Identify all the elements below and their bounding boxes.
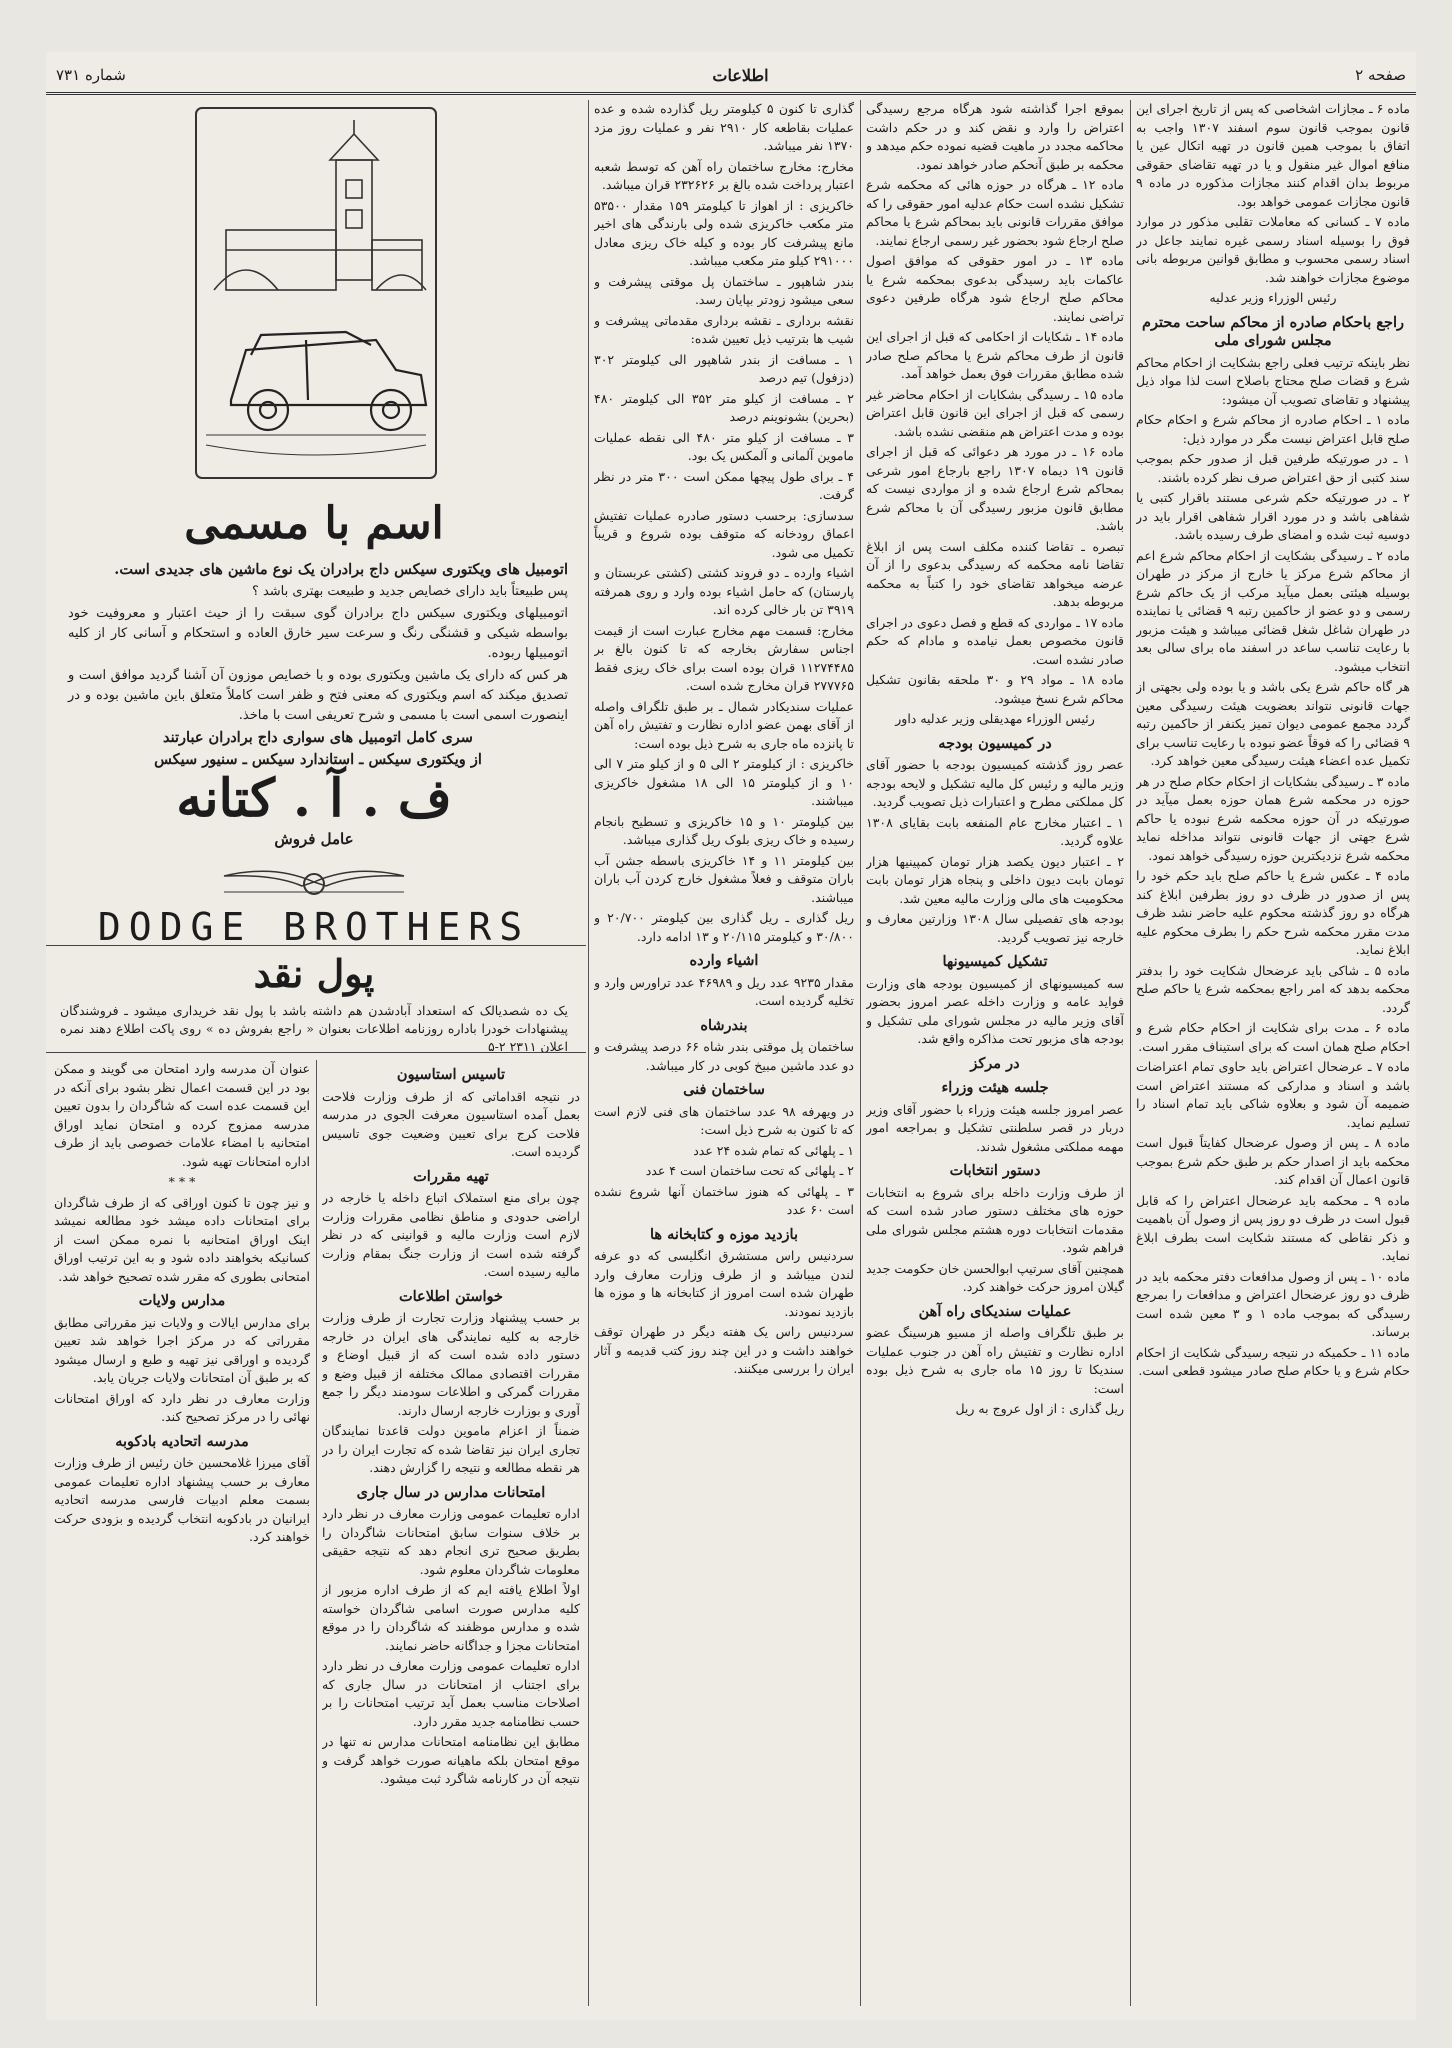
article-paragraph: ۱ ـ اعتبار مخارج عام المنفعه بابت بقایای ۱۳۰۸ علاوه گردید. [866,814,1124,848]
ad-paragraph: اتومبیلهای ویکتوری سیکس داج برادران گوی سبقت را از حیث اعتبار و معروفیت خود بواسطه شیکی و قشنگی رنگ و سرعت سیر خارق العاده و استحکام و آسانی کار از کلیه اتومبیلها ربوده. [68,606,568,661]
article-paragraph: ماده ۴ ـ عکس شرع یا حاکم صلح باید حکم خود را پس از صدور در ظرف دو روز بطرفین ابلاغ کند هرگاه دو روز گذشته محکوم علیه حاضر نشد ظرف مدت مقرر محکمه شرح حکم را بطرف محکوم علیه ابلاغ نماید. [1136,868,1410,957]
article-paragraph: اداره تعلیمات عمومی وزارت معارف در نظر دارد برای اجتناب از امتحانات در سال جاری که اصلاحات مناسب بعمل آید ترتیب امتحانات را بر حسب نظامنامه جدید مقرر دارد. [322,1658,580,1729]
article-paragraph: بین کیلومتر ۱۰ و ۱۵ خاکریزی و تسطیح بانجام رسیده و خاک ریزی بلوک ریل گذاری میباشد. [594,813,854,847]
section-headline: در مرکز [970,1054,1020,1072]
article-paragraph: مخارج: قسمت مهم مخارج عبارت است از قیمت اجناس سفارش بخارجه که تا کنون بالغ بر ۱۱۲۷۴۴۸۵ قران بوده است برای خاک ریزی فقط ۲۷۷۷۶۵ قران مخارج شده است. [594,622,854,693]
article-paragraph: تبصره ـ تقاضا کننده مکلف است پس از ابلاغ تقاضا نامه محکمه که رسیدگی بدعوی را از آن عرضه میخواهد تقاضای خود را کتباً به محکمه مربوطه بدهد. [866,538,1124,609]
article-headline: تهیه مقررات [413,1167,489,1185]
article-headline: بازدید موزه و کتابخانه ها [650,1225,798,1243]
column-3 [594,100,854,2006]
article-paragraph: ریل گذاری ـ ریل گذاری بین کیلومتر ۲۰/۷۰۰ و ۳۰/۸۰۰ و کیلومتر ۲۰/۱۱۵ و ۱۳ ادامه دارد. [594,910,854,944]
article-paragraph: عنوان آن مدرسه وارد امتحان می گویند و ممکن بود در این قسمت اعمال نظر بشود برای آنکه در این قسمت عده است که شاگردان را بدون تعیین مدرسه ممزوج کرده و امتحان نماید اوراق امتحانیه با امضاء علامات خصوصی باید از طرف اداره امتحانات تهیه شود. [54,1061,310,1169]
article-paragraph: ۱ ـ پلهائی که تمام شده ۲۴ عدد [693,1142,854,1158]
article-headline: مدرسه اتحادیه بادکوبه [115,1432,249,1450]
article-headline: ساختمان فنی [683,1081,765,1098]
article-paragraph: بندر شاهپور ـ ساختمان پل موقتی پیشرفت و سعی میشود زودتر بپایان رسد. [594,273,854,307]
article-paragraph: ماده ۱۰ ـ پس از وصول مدافعات دفتر محکمه باید در ظرف دو روز عرضحال اعتراض و مدافعات را بمرجع رسیدگی که بموجب ماده ۱ و ۳ معین شده است برساند. [1136,1268,1410,1339]
article-paragraph: ماده ۷ ـ کسانی که معاملات تقلبی مذکور در موارد فوق را بوسیله اسناد رسمی غیره نمایند جاعل در اسناد رسمی محسوب و مطابق قوانین مربوطه بانی موضوع مجازات خواهند شد. [1136,214,1410,285]
article-headline: تاسیس استاسیون [396,1066,506,1083]
article-paragraph: بودجه های تفصیلی سال ۱۳۰۸ وزارتین معارف و خارجه نیز تصویب گردید. [866,911,1124,945]
winged-emblem-icon [214,862,414,902]
col1-body [1136,354,1410,1381]
article-paragraph: ماده ۱۷ ـ مواردی که قطع و فصل دعوی در اجرای قانون مخصوص بعمل نیامده و مادام که حکم صادر نشده است. [866,614,1124,667]
ad-paragraph: هر کس که دارای یک ماشین ویکتوری بوده و با خصایص موزون آن آشنا گردید موافق است و تصدیق میکند که اسم ویکتوری که معنی فتح و ظفر است کاملاً متعلق باین ماشین بوده و در اینصورت اسمی است با مسمی و شرح تعریفی است با ماخذ. [68,668,568,723]
article-paragraph: اداره تعلیمات عمومی وزارت معارف در نظر دارد بر خلاف سنوات سابق امتحانات شاگردان را بطریق صحیح تری انجام دهد که نتیجه حقیقی معلومات شاگردان معلوم شود. [322,1506,580,1577]
article-headline: اشیاء وارده [689,952,759,969]
article-paragraph: ماده ۶ ـ مدت برای شکایت از احکام حکام شرع و احکام صلح همان است که برای استیناف مقرر است. [1136,1020,1410,1054]
article-paragraph: بموقع اجرا گذاشته شود هرگاه مرجع رسیدگی اعتراض را وارد و نقض کند و در حکم داشت محاکمه مجدد در ماهیت قضیه نموده حکم میدهد و محکمه بر طبق آنحکم صادر خواهد نمود. [866,101,1124,172]
article-paragraph: ۲ ـ در صورتیکه حکم شرعی مستند باقرار کتبی یا شفاهی باشد و در مورد اقرار شفاهی اقرار باید در دوسیه ثبت شده و امضای طرف رسیده باشد. [1136,490,1410,542]
article-headline: بندرشاه [700,1016,748,1034]
article-paragraph: همچنین آقای سرتیپ ابوالحسن خان حکومت جدید گیلان امروز حرکت خواهند کرد. [866,1260,1124,1294]
column-1 [1136,100,1410,2006]
dealer-name: ف . آ . کتانه [176,768,452,829]
article-paragraph: چون برای منع استملاک اتباع داخله یا خارجه در اراضی حدودی و مناطق نظامی مقررات وزارت لازم است وزارت مالیه و قوانینی که در نظر گرفته شده است از وزارت جنگ بمقام وزارت مالیه رسیده است. [322,1190,580,1279]
article-paragraph: ۲ ـ اعتبار دیون یکصد هزار تومان کمپینیها هزار تومان بابت دیون داخلی و پنجاه هزار تومان بابت محکومیت های مالی وزارت مالیه معین شد. [866,853,1124,906]
article-paragraph: اولاً اطلاع یافته ایم که از طرف اداره مزبور از کلیه مدارس صورت اسامی شاگردان خواسته شده و مدارس موظفند که شاگردان را در موقع امتحانات مجزا و جداگانه حاضر نمایند. [322,1582,580,1653]
article-paragraph: مقدار ۹۲۳۵ عدد ریل و ۴۶۹۸۹ عدد تراورس وارد و تخلیه گردیده است. [594,974,854,1008]
article-paragraph: مطابق این نظامنامه امتحانات مدارس نه تنها در موقع امتحان بلکه ماهیانه صورت خواهد گرفت و نتیجه آن در کارنامه شاگرد ثبت میشود. [322,1734,580,1786]
article-paragraph: عصر روز گذشته کمیسیون بودجه با حضور آقای وزیر مالیه و رئیس کل مالیه تشکیل و لایحه بودجه کل مملکتی مطرح و اعتبارات ذیل تصویب گردید. [866,757,1124,809]
article-headline: امتحانات مدارس در سال جاری [356,1483,546,1501]
signature-line: رئیس الوزراء مهدیقلی وزیر عدلیه داور [895,711,1095,726]
article-paragraph: ریل گذاری : از اول عروج به ریل [955,1401,1124,1416]
article-headline: در کمیسیون بودجه [938,734,1052,752]
article-paragraph: در نتیجه اقداماتی که از طرف وزارت فلاحت بعمل آمده استاسیون معرفت الجوی در مدرسه فلاحت کرج برای تعیین وضعیت جوی تاسیس گردیده است. [322,1088,580,1159]
article-headline: جلسه هیئت وزراء [941,1079,1049,1096]
article-paragraph: عملیات سندیکادر شمال ـ بر طبق تلگراف واصله از آقای بهمن عضو اداره نظارت و تفتیش راه آهن تا پانزده ماه جاری به شرح ذیل بوده است: [594,698,854,751]
article-paragraph: وزارت معارف در نظر دارد که اوراق امتحانات نهائی را در مرکز تصحیح کند. [54,1390,310,1424]
newspaper-page [46,52,1416,2020]
article-paragraph: ۲ ـ پلهائی که تحت ساختمان است ۴ عدد [645,1163,854,1178]
separator-mark: * * * [168,1174,196,1189]
dealer-role: عامل فروش [274,830,354,848]
article-paragraph: خاکریزی : از کیلومتر ۲ الی ۵ و از کیلو متر ۷ الی ۱۰ و از کیلومتر ۱۵ الی ۱۸ مشغول خاکریزی میباشند. [594,756,854,808]
article-paragraph: ۲ ـ مسافت از کیلو متر ۳۵۲ الی کیلومتر ۴۸۰ (بحرین) بشونوینم درصد [594,390,854,424]
column-divider [860,100,861,2006]
article-paragraph: سدسازی: برحسب دستور صادره عملیات تفتیش اعماق رودخانه که متوقف بوده شروع و قریباً تکمیل می شود. [594,507,854,560]
section-divider [46,1052,586,1053]
article-paragraph: مخارج: مخارج ساختمان راه آهن که توسط شعبه اعتبار پرداخت شده بالغ بر ۲۳۲۶۲۶ قران میباشد. [594,158,854,192]
article-headline: راجع باحکام صادره از محاکم ساحت محترم مجلس شورای ملی [1142,313,1404,349]
article-paragraph: در ویهرفه ۹۸ عدد ساختمان های فنی لازم است که تا کنون به شرح ذیل است: [594,1103,854,1137]
article-paragraph: ۴ ـ برای طول پیچها ممکن است ۳۰۰ متر در نظر گرفت. [594,468,854,502]
car-illustration [46,100,582,500]
article-paragraph: بر طبق تلگراف واصله از مسیو هرسینگ عضو اداره نظارت و تفتیش راه آهن در جنوب عملیات سندیکا تا روز ۱۵ ماه جاری به شرح ذیل بوده است: [866,1325,1124,1396]
article-paragraph: ضمناً از اعزام ماموین دولت قاعدتا نمایندگان تجاری ایران نیز تقاضا شده که تجارت ایران را در هر نقطه مطالعه و نتیجه را گزارش دهند. [322,1423,580,1475]
page-number: صفحه ۲ [1355,66,1406,84]
article-paragraph: ماده ۷ ـ عرضحال اعتراض باید حاوی تمام اعتراضات باشد و اسناد و مدارکی که مستند اعتراض است ضمیمه آن شود و بعلاوه شاکی باید تمام اسناد را تسلیم نماید. [1136,1059,1410,1130]
signature-line: رئیس الوزراء وزیر عدلیه [1209,290,1337,305]
cash-classified [46,947,582,1057]
ad-paragraph: اتومبیل های ویکتوری سیکس داج برادران یک نوع ماشین های جدیدی است. [114,561,568,578]
column-divider [1130,100,1131,2006]
masthead [46,62,1416,88]
article-headline: مدارس ولایات [138,1292,226,1309]
article-paragraph: ماده ۱ ـ احکام صادره از محاکم شرع و احکام حکام صلح قابل اعتراض نیست مگر در موارد ذیل: [1136,412,1410,446]
article-paragraph: ماده ۱۶ ـ در مورد هر دعوائی که قبل از اجرای قانون ۱۹ دیماه ۱۳۰۷ راجع بارجاع امور شرعی بمحاکم شرع ارجاع شده و از مواردی نیست که مطابق قانون مزبور رسیدگی آن با محاکم شرع باشد. [866,444,1124,533]
article-paragraph: نقشه برداری ـ نقشه برداری مقدماتی پیشرفت و شیب ها بترتیب ذیل تعیین شده: [594,312,854,346]
article-headline: خواستن اطلاعات [398,1287,504,1305]
article-paragraph: ماده ۱۳ ـ در امور حقوقی که موافق اصول عاکمات باید رسیدگی بدعوی بمحکمه شرع یا محاکم صلح ارجاع شود هرگاه طرفین دعوی تراضی نمایند. [866,253,1124,324]
masthead-rule [46,92,1416,95]
article-paragraph: سردنیس راس مستشرق انگلیسی که دو عرفه لندن میباشد و از طرف وزارت معارف وارد طهران شده است امروز از کتابخانه ها و موزه ها بازدید نمودند. [594,1248,854,1319]
column-divider [588,100,589,2006]
article-paragraph: ماده ۱۸ ـ مواد ۲۹ و ۳۰ ملحقه بقانون تشکیل محاکم شرع نسخ میشود. [866,672,1124,706]
article-paragraph: بین کیلومتر ۱۱ و ۱۴ خاکریزی باسطه جشن آب باران متوقف و فعلاً مشغول خارج کردن آب باران میباشند. [594,852,854,905]
classified-text: یک ده شصدیالک که استعداد آبادشدن هم داشته باشد با پول نقد خریداری میشود ـ فروشندگان پیشنهادات خودرا باداره روزنامه اطلاعات بعنوان « راجع بفروش ده » روی پاکت اطلاع دهند نمره اعلان ۲۳۱۱ ۲-۵ [60,1003,568,1054]
newspaper-name: اطلاعات [712,65,769,85]
article-paragraph: سه کمیسیونهای از کمیسیون بودجه های وزارت فواید عامه و وزارت داخله عصر امروز بحضور آقای وزیر مالیه در مجلس شورای ملی تشکیل و بودجه های مزبور تحت مذاکره واقع شد. [866,975,1124,1046]
article-paragraph: ماده ۸ ـ پس از وصول عرضحال کفایتاً قبول است محکمه باید از اصدار حکم بر طبق حکم شرع بموجب قانون اعمال آن اقدام کند. [1136,1135,1410,1187]
column-5 [54,1060,310,2006]
column-divider [316,1060,317,2006]
article-headline: دستور انتخابات [949,1162,1041,1179]
article-headline: عملیات سندیکای راه آهن [918,1302,1072,1320]
article-paragraph: ماده ۱۵ ـ رسیدگی بشکایات از احکام محاضر غیر رسمی که قبل از اجرای این قانون قابل اعتراض بوده و مدت اعتراض هم منقضی نشده باشد. [866,386,1124,439]
article-paragraph: ۱ ـ در صورتیکه طرفین قبل از صدور حکم بموجب سند کتبی از حق اعتراض صرف نظر کرده باشند. [1136,451,1410,485]
article-paragraph: اشیاء وارده ـ دو فروند کشتی (کشتی عربستان و پارستان) که حامل اشیاء بوده وارد و روی همرفته ۳۹۱۹ تن بار خالی کرده اند. [594,565,854,617]
article-paragraph: خاکریزی : از اهواز تا کیلومتر ۱۵۹ مقدار ۵۳۵۰۰ متر مکعب خاکریزی شده ولی بارندگی های اخیر مانع پیشرفت کار بوده و کیله خاک ریزی معادل ۲۹۱۰۰۰ کیلو متر مکعب میباشد. [594,197,854,268]
article-paragraph: گذاری تا کنون ۵ کیلومتر ریل گذارده شده و عده عملیات بقاطعه کار ۲۹۱۰ نفر و عملیات روز مزد ۱۳۷۰ نفر میباشد. [594,101,854,153]
article-paragraph: برای مدارس ایالات و ولایات نیز مقرراتی مطابق مقرراتی که در مرکز اجرا خواهد شد تعیین گردیده و اوراقی نیز تهیه و طبع و ارسال میشود که بر طبق آن امتحانات ولایات جریان یابد. [54,1314,310,1385]
article-paragraph: از طرف وزارت داخله برای شروع به انتخابات حوزه های مختلف دستور صادر شده است که مقدمات انتخابات دوره هشتم مجلس شورای ملی فراهم شود. [866,1184,1124,1255]
article-paragraph: ماده ۱۲ ـ هرگاه در حوزه هائی که محکمه شرع تشکیل نشده است حکام عدلیه امور حقوقی را که موافق مقررات قانونی باید بمحاکم شرع یا محاکم صلح ارجاع شود بحضور غیر رسمی ارجاع نمایند. [866,177,1124,248]
ad-body [68,560,568,772]
ad-paragraph: سری کامل اتومبیل های سواری داج برادران عبارتند [163,729,473,746]
article-paragraph: آقای میرزا غلامحسین خان رئیس از طرف وزارت معارف بر حسب پیشنهاد اداره تعلیمات عمومی بسمت معلم ادبیات فارسی مدرسه اتحادیه ایرانیان در بادکوبه انتخاب گردیده و بزودی حرکت خواهند کرد. [54,1455,310,1544]
article-paragraph: عصر امروز جلسه هیئت وزراء با حضور آقای وزیر دربار در قصر سلطنتی تشکیل و بمراجعه امور مهمه مملکتی مشغول شدند. [866,1101,1124,1154]
article-paragraph: ماده ۵ ـ شاکی باید عرضحال شکایت خود را بدفتر محکمه بدهد که امر راجع بمحکمه شرع یا حاکم صلح گردد. [1136,962,1410,1015]
article-paragraph: سردنیس راس یک هفته دیگر در طهران توقف خواهند داشت و در این چند روز کتب قدیمه و آثار ایران را بررسی میکنند. [594,1324,854,1376]
column-4 [322,1060,580,2006]
article-paragraph: ماده ۱۴ ـ شکایات از احکامی که قبل از اجرای این قانون از طرف محاکم شرع یا محاکم صلح صادر شده مطابق مقررات فوق بعمل خواهد آمد. [866,329,1124,381]
article-paragraph: هر گاه حاکم شرع یکی باشد و یا بوده ولی بجهتی از جهات قانونی نتواند بعضویت هیئت رسیدگی معین گردد مجمع عمومی دیوان تمیز یکنفر از حاکمین رتبه ۹ قضائی را که فوقاً عضو نبوده با رعایت تناسب برای تکمیل عده اعضاء هیئت رسیدگی معین خواهد کرد. [1136,679,1410,768]
section-divider [46,945,586,946]
article-headline: تشکیل کمیسیونها [942,953,1048,970]
article-paragraph: ماده ۶ ـ مجازات اشخاصی که پس از تاریخ اجرای این قانون بموجب قانون سوم اسفند ۱۳۰۷ واجب به اتفاق با بموجب همین قانون در تهیه اتکال عین یا منافع اموال غیر منقول و یا در تهیه تقاضای حقوقی مربوط بدان اقدام کنند مجازات مذکوره در ماده ۹ قانون مجازات عمومی خواهد بود. [1136,101,1410,209]
ad-paragraph: از ویکتوری سیکس ـ استاندارد سیکس ـ سنیور سیکس [154,751,482,768]
col1-intro [1136,100,1410,308]
article-paragraph: ۱ ـ مسافت از بندر شاهپور الی کیلومتر ۳۰۲ (دزفول) تیم درصد [594,351,854,385]
article-paragraph: ۳ ـ مسافت از کیلو متر ۴۸۰ الی نقطه عملیات ماموین آلمانی و آلمکس یک بود. [594,429,854,463]
article-paragraph: ماده ۹ ـ محکمه باید عرضحال اعتراض را که قابل قبول است در ظرف دو روز پس از وصول آن باهمیت و ذکر نقاطی که مستند شکایت است بطرف ابلاغ نماید. [1136,1192,1410,1263]
ad-headline: اسم با مسمی [184,498,444,549]
classified-title: پول نقد [253,951,375,996]
ad-paragraph: پس طبیعتاً باید دارای خصایص جدید و طبیعت بهتری باشد ؟ [251,584,568,599]
article-paragraph: ساختمان پل موقتی بندر شاه ۶۶ درصد پیشرفت و دو عدد ماشین مبیخ کوبی در کار میباشد. [594,1039,854,1073]
article-paragraph: ماده ۳ ـ رسیدگی بشکایات از احکام حکام صلح در هر حوزه در محکمه شرع همان حوزه بعمل میآید در صورتیکه در آن حوزه محکمه شرع نبوده یا حاکم شرع جهتی از جهات قانونی نتواند مداخله نماید محکمه شرع نزدیکترین حوزه رسیدگی خواهد نمود. [1136,773,1410,863]
issue-number: شماره ۷۳۱ [56,66,126,84]
dodge-advertisement [46,100,582,945]
article-paragraph: ۳ ـ پلهائی که هنوز ساختمان آنها شروع نشده است ۶۰ عدد [594,1183,854,1217]
column-2 [866,100,1124,2006]
article-paragraph: ماده ۲ ـ رسیدگی بشکایت از احکام محاکم شرع اعم از محاکم شرع مرکز یا خارج از مرکز در طهران بوسیله هیئتی بعمل میآید مرکب از یک حاکم شرع رسمی و دو عضو از حاکمین رتبه ۹ قضائی یا نماینده در طهران شاغل شغل قضائی میباشد و هیئت مزبور با رعایت تناسب ساعد در اسفند ماه برای سالی بعد انتخاب میشود. [1136,547,1410,674]
brand-name: DODGE BROTHERS [97,905,531,945]
article-paragraph: بر حسب پیشنهاد وزارت تجارت از طرف وزارت خارجه به کلیه نمایندگی های ایران در خارجه دستور داده شده است که از قبیل اوضاع و مقررات اقتصادی ممالک مختلفه از قبیل وضع و مقررات گمرکی و اطلاعات سودمند دیگر را جمع آوری و بوزارت خارجه ارسال دارند. [322,1310,580,1418]
article-paragraph: ماده ۱۱ ـ حکمیکه در نتیجه رسیدگی شکایت از احکام حکام شرع و یا حکام صلح صادر میشود قطعی است. [1136,1344,1410,1378]
article-paragraph: و نیز چون تا کنون اوراقی که از طرف شاگردان برای امتحانات داده میشد خود مطالعه نمیشد اینک اوراق امتحانیه با نمره ممکن است از کسانیکه بخواهند داده شود و به این ترتیب اوراق امتحانی بطوری که مقرر شده تصحیح خواهد شد. [54,1194,310,1284]
article-paragraph: نظر باینکه ترتیب فعلی راجع بشکایت از احکام محاکم شرع و قضات صلح محتاج باصلاح است لذا مواد ذیل پیشنهاد و تقاضای تصویب آن میشود: [1136,354,1410,407]
